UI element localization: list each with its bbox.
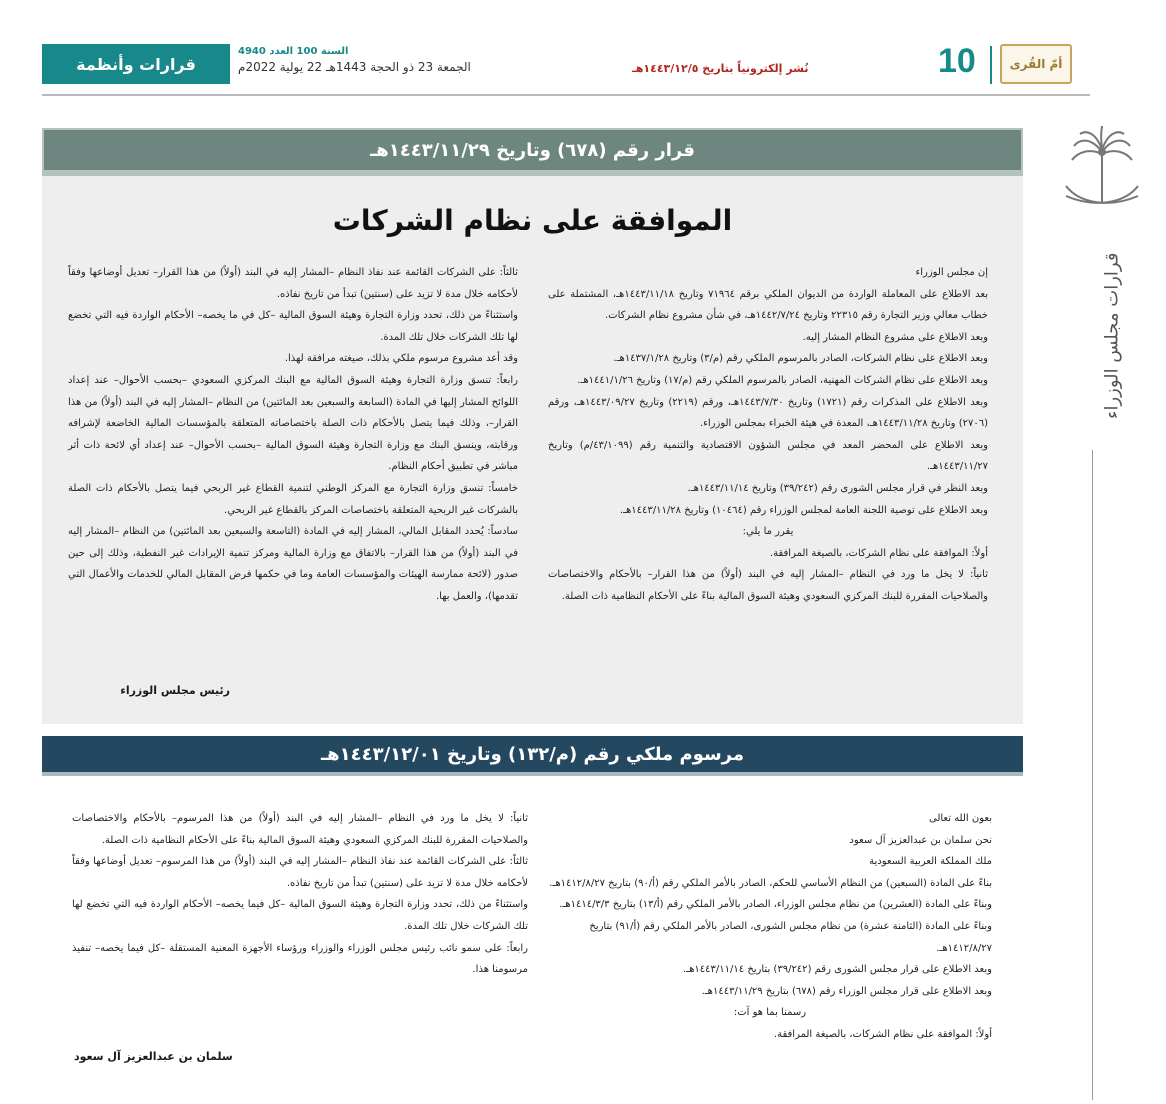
paragraph: وبعد الاطلاع على نظام الشركات المهنية، الصادر بالمرسوم الملكي رقم (م/١٧) وتاريخ ١٤٤١/١/٢٦هـ. — [577, 374, 988, 386]
paragraph: وبعد الاطلاع على مشروع النظام المشار إليه. — [802, 331, 988, 343]
paragraph: وبعد الاطلاع على توصية اللجنة العامة لمجلس الوزراء رقم (١٠٤٦٤) وتاريخ ١٤٤٣/١١/٢٨هـ. — [619, 504, 988, 516]
paragraph: بناءً على المادة (السبعين) من النظام الأساسي للحكم، الصادر بالأمر الملكي رقم (أ/٩٠) بتاريخ ١٤١٢/٨/٢٧هـ. — [549, 877, 992, 889]
paragraph: وقد أعد مشروع مرسوم ملكي بذلك، صيغته مرافقة لهذا. — [284, 353, 518, 365]
decision-right-column — [548, 262, 988, 608]
paragraph: واستثناءً من ذلك، تحدد وزارة التجارة وهيئة السوق المالية –كل في ما يخصه– الأحكام الواردة فيه التي تخضع لها تلك الشركات خلال تلك المدة. — [68, 310, 518, 343]
paragraph: ثالثاً: على الشركات القائمة عند نفاذ النظام –المشار إليه في البند (أولاً) من هذا المرسوم– تعديل أوضاعها وفقاً لأحكامه خلال مدة لا تزيد على (سنتين) تبدأ من تاريخ نفاذه. — [72, 856, 528, 889]
paragraph: وبعد الاطلاع على المحضر المعد في مجلس الشؤون الاقتصادية والتنمية رقم (٤٣/١٠٩٩/م) وتاريخ ١٤٤٣/١١/٢٧هـ. — [548, 439, 988, 473]
decree-heading: رسمنا بما هو آت: — [733, 1007, 807, 1019]
decision-signer: رئيس مجلس الوزراء — [120, 684, 230, 697]
paragraph: وبعد الاطلاع على المذكرات رقم (١٧٢١) وتاريخ ١٤٤٣/٧/٣٠هـ، ورقم (٢٢١٩) وتاريخ ١٤٤٣/٠٩/٢٧هـ، ورقم (٢٧٠٦) وتاريخ ١٤٤٣/١١/٢٨هـ، المعدة في هيئة الخبراء بمجلس الوزراء. — [548, 396, 988, 430]
paragraph: وبعد الاطلاع على نظام الشركات، الصادر بالمرسوم الملكي رقم (م/٣) وتاريخ ١٤٣٧/١/٢٨هـ. — [613, 353, 988, 365]
rail-section-title: قرارات مجلس الوزراء — [1101, 252, 1123, 420]
paragraph: ثانياً: لا يخل ما ورد في النظام –المشار إليه في البند (أولاً) من هذا القرار– بالأحكام والاختصاصات والصلاحيات المقررة للبنك المركزي السعودي وهيئة السوق المالية بناءً على الأحكام النظامية ذات الصلة. — [548, 569, 988, 602]
paragraph: وبعد الاطلاع على قرار مجلس الشورى رقم (٣٩/٢٤٢) بتاريخ ١٤٤٣/١١/١٤هـ. — [683, 964, 992, 976]
decision-box — [42, 128, 1023, 724]
decision-main-title: الموافقة على نظام الشركات — [332, 204, 733, 237]
paragraph: بعون الله تعالى — [928, 813, 992, 824]
paragraph: بعد الاطلاع على المعاملة الواردة من الديوان الملكي برقم ٧١٩٦٤ وتاريخ ١٤٤٣/١١/١٨هـ، المشتملة على خطاب معالي وزير التجارة رقم ٢٢٣١٥ وتاريخ ١٤٤٢/٧/٢٤هـ، في شأن مشروع نظام الشركات. — [548, 288, 988, 322]
decision-left-column — [68, 262, 518, 608]
page-number: 10 — [938, 42, 976, 80]
rail-divider — [1092, 450, 1093, 1100]
palm-swords-emblem-icon — [1060, 124, 1144, 224]
decree-left-column — [72, 808, 528, 981]
issue-date: الجمعة 23 ذو الحجة 1443هـ 22 يولية 2022م — [238, 60, 471, 74]
paragraph: وبناءً على المادة (العشرين) من نظام مجلس الوزراء، الصادر بالأمر الملكي رقم (أ/١٣) بتاريخ ١٤١٤/٣/٣هـ. — [559, 899, 992, 911]
umm-al-qura-logo — [1000, 44, 1072, 84]
paragraph: وبناءً على المادة (الثامنة عشرة) من نظام مجلس الشورى، الصادر بالأمر الملكي رقم (أ/٩١) بتاريخ ١٤١٢/٨/٢٧هـ. — [589, 920, 992, 954]
header-rule — [42, 94, 1090, 96]
paragraph: رابعاً: على سمو نائب رئيس مجلس الوزراء والوزراء ورؤساء الأجهزة المعنية المستقلة –كل فيما يخصه– تنفيذ مرسومنا هذا. — [72, 942, 528, 976]
paragraph: وبعد النظر في قرار مجلس الشورى رقم (٣٩/٢٤٢) وتاريخ ١٤٤٣/١١/١٤هـ. — [687, 482, 988, 494]
paragraph: ثانياً: لا يخل ما ورد في النظام –المشار إليه في البند (أولاً) من هذا المرسوم– بالأحكام والاختصاصات والصلاحيات المقررة للبنك المركزي السعودي وهيئة السوق المالية بناءً على الأحكام النظامية ذات الصلة. — [72, 813, 528, 846]
decision-band-underline — [42, 172, 1023, 176]
decree-signer: سلمان بن عبدالعزيز آل سعود — [74, 1050, 233, 1063]
paragraph: وبعد الاطلاع على قرار مجلس الوزراء رقم (٦٧٨) بتاريخ ١٤٤٣/١١/٢٩هـ. — [701, 985, 992, 997]
paragraph: رابعاً: تنسق وزارة التجارة وهيئة السوق المالية مع البنك المركزي السعودي –بحسب الأحوال– عند إعداد اللوائح المشار إليها في المادة (السابعة والسبعين بعد المائتين) من النظام –المشار إليه في البند (أولاً) من هذا القرار–، وذلك فيما يتصل بالأحكام ذات الصلة باختصاصاته المتعلقة بالمؤسسات المالية الخاضعة لإشرافه ورقابته، وينسق البنك مع وزارة التجارة وهيئة السوق المالية –بحسب الأحوال– عند إعداد أي لائحة ذات أثر مباشر في تطبيق أحكام النظام. — [68, 374, 518, 473]
resolves-heading: يقرر ما يلي: — [742, 526, 794, 538]
paragraph: سادساً: يُحدد المقابل المالي، المشار إليه في المادة (التاسعة والسبعين بعد المائتين) من النظام –المشار إليه في البند (أولاً) من هذا القرار– بالاتفاق مع وزارة المالية ومركز تنمية الإيرادات غير النفطية، وذلك إلى حين صدور (لائحة ممارسة الهيئات والمؤسسات العامة وما في حكمها فرض المقابل المالي للخدمات والأعمال التي تقدمها)، والعمل بها. — [68, 526, 518, 602]
paragraph: نحن سلمان بن عبدالعزيز آل سعود — [849, 834, 992, 846]
decree-right-column — [548, 808, 992, 1046]
paragraph: ثالثاً: على الشركات القائمة عند نفاذ النظام –المشار إليه في البند (أولاً) من هذا القرار– تعديل أوضاعها وفقاً لأحكامه خلال مدة لا تزيد على (سنتين) تبدأ من تاريخ نفاذه. — [68, 267, 518, 300]
decision-band-title: قرار رقم (٦٧٨) وتاريخ ١٤٤٣/١١/٢٩هـ — [42, 128, 1023, 172]
issue-number: السنة 100 العدد 4940 — [238, 46, 349, 57]
section-badge[interactable]: قرارات وأنظمة — [42, 44, 230, 84]
online-publish-date: نُشر إلكترونياً بتاريخ ١٤٤٣/١٢/٥هـ — [632, 62, 809, 75]
header-divider — [990, 46, 992, 84]
paragraph: أولاً: الموافقة على نظام الشركات، بالصيغة المرافقة. — [769, 547, 988, 559]
paragraph: خامساً: تنسق وزارة التجارة مع المركز الوطني لتنمية القطاع غير الربحي فيما يتصل بالأحكام ذات الصلة بالشركات غير الربحية المتعلقة باختصاصات المركز بالقطاع غير الربحي. — [68, 482, 518, 516]
page-header — [42, 40, 1072, 90]
issue-info — [238, 46, 471, 74]
paragraph: أولاً: الموافقة على نظام الشركات، بالصيغة المرافقة. — [773, 1028, 992, 1040]
logo-text: أمّ القُرى — [1009, 57, 1063, 71]
decree-band-title: مرسوم ملكي رقم (م/١٣٢) وتاريخ ١٤٤٣/١٢/٠١هـ — [42, 736, 1023, 776]
paragraph: واستثناءً من ذلك، تحدد وزارة التجارة وهيئة السوق المالية –كل فيما يخصه– الأحكام الواردة فيه التي تخضع لها تلك الشركات خلال تلك المدة. — [72, 899, 528, 932]
paragraph: ملك المملكة العربية السعودية — [869, 856, 992, 868]
paragraph: إن مجلس الوزراء — [915, 267, 988, 278]
